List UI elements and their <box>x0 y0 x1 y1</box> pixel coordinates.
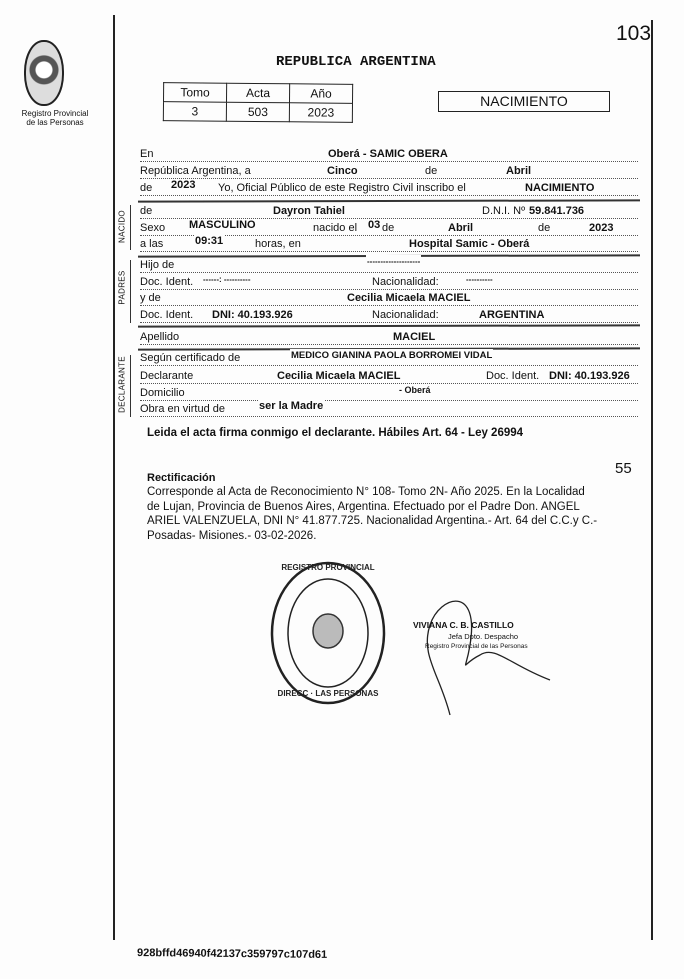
rectification-title: Rectificación <box>147 472 216 484</box>
document-hash: 928bffd46940f42137c359797c107d61 <box>136 947 328 961</box>
rectification-text: Corresponde al Acta de Reconocimiento N° 108- Tomo 2N- Año 2025. En la Localidad de Lujan, Provincia de Buenos Aires, Argentina. Efectuado por el Padre Don. ANGEL ARIEL VALENZUELA, DNI N° 41.877.725. Nacionalidad Argentina.- Art. 64 del C.C.y C.- Posadas- Misiones.- 03-02-2026. <box>147 486 598 542</box>
separator <box>138 199 640 202</box>
row-address: Domicilio - Oberá <box>140 386 638 401</box>
section-bar <box>130 205 131 250</box>
row-surname: Apellido MACIEL <box>140 330 638 345</box>
signer-office: Registro Provincial de las Personas <box>425 643 528 650</box>
row-date: República Argentina, a Cinco de Abril <box>140 164 638 179</box>
section-label-nacido: NACIDO <box>117 210 127 243</box>
svg-text:DIRECC · LAS PERSONAS: DIRECC · LAS PERSONAS <box>277 689 379 698</box>
section-bar <box>130 260 131 323</box>
row-reason: Obra en virtud de ser la Madre <box>140 402 638 417</box>
row-place: En Oberá - SAMIC OBERA <box>140 147 638 162</box>
closing-statement: Leida el acta firma conmigo el declarante. Hábiles Art. 64 - Ley 26994 <box>147 427 524 439</box>
row-sex-birthdate: Sexo MASCULINO nacido el 03 de Abril de 2023 <box>140 221 638 236</box>
row-child-name: de Dayron Tahiel D.N.I. Nº 59.841.736 <box>140 204 638 219</box>
page-number: 103 <box>616 22 652 45</box>
separator <box>138 324 640 327</box>
right-margin-line <box>651 20 653 940</box>
province-logo <box>24 40 64 106</box>
section-label-padres: PADRES <box>117 270 127 305</box>
row-declarant: Declarante Cecilia Micaela MACIEL Doc. Ident. DNI: 40.193.926 <box>140 369 638 384</box>
left-margin-line <box>113 15 115 940</box>
logo-caption: Registro Provincial de las Personas <box>21 109 89 127</box>
record-type-box: NACIMIENTO <box>438 91 610 112</box>
signer-role: Jefa Dpto. Despacho <box>448 632 519 641</box>
row-time-place: a las 09:31 horas, en Hospital Samic - Oberá <box>140 237 638 252</box>
row-mother: y de Cecilia Micaela MACIEL <box>140 291 638 306</box>
row-mother-doc: Doc. Ident. DNI: 40.193.926 Nacionalidad: ARGENTINA <box>140 308 638 323</box>
record-table: Tomo Acta Año 3 503 2023 <box>163 82 353 123</box>
signature <box>400 585 560 720</box>
official-seal <box>268 556 388 706</box>
document-title: REPUBLICA ARGENTINA <box>276 54 436 70</box>
row-father: Hijo de -------------------- <box>140 258 638 273</box>
row-father-doc: Doc. Ident. ------: ---------- Nacionalidad: ---------- <box>140 275 638 290</box>
signer-name: VIVIANA C. B. CASTILLO <box>413 620 514 630</box>
row-inscription: de 2023 Yo, Oficial Público de este Registro Civil inscribo el NACIMIENTO <box>140 181 638 196</box>
row-certificate: Según certificado de MEDICO GIANINA PAOLA BORROMEI VIDAL <box>140 351 638 366</box>
svg-text:REGISTRO PROVINCIAL: REGISTRO PROVINCIAL <box>281 563 375 572</box>
section-label-declarante: DECLARANTE <box>117 356 127 413</box>
section-bar <box>130 355 131 417</box>
note-number: 55 <box>615 460 632 477</box>
